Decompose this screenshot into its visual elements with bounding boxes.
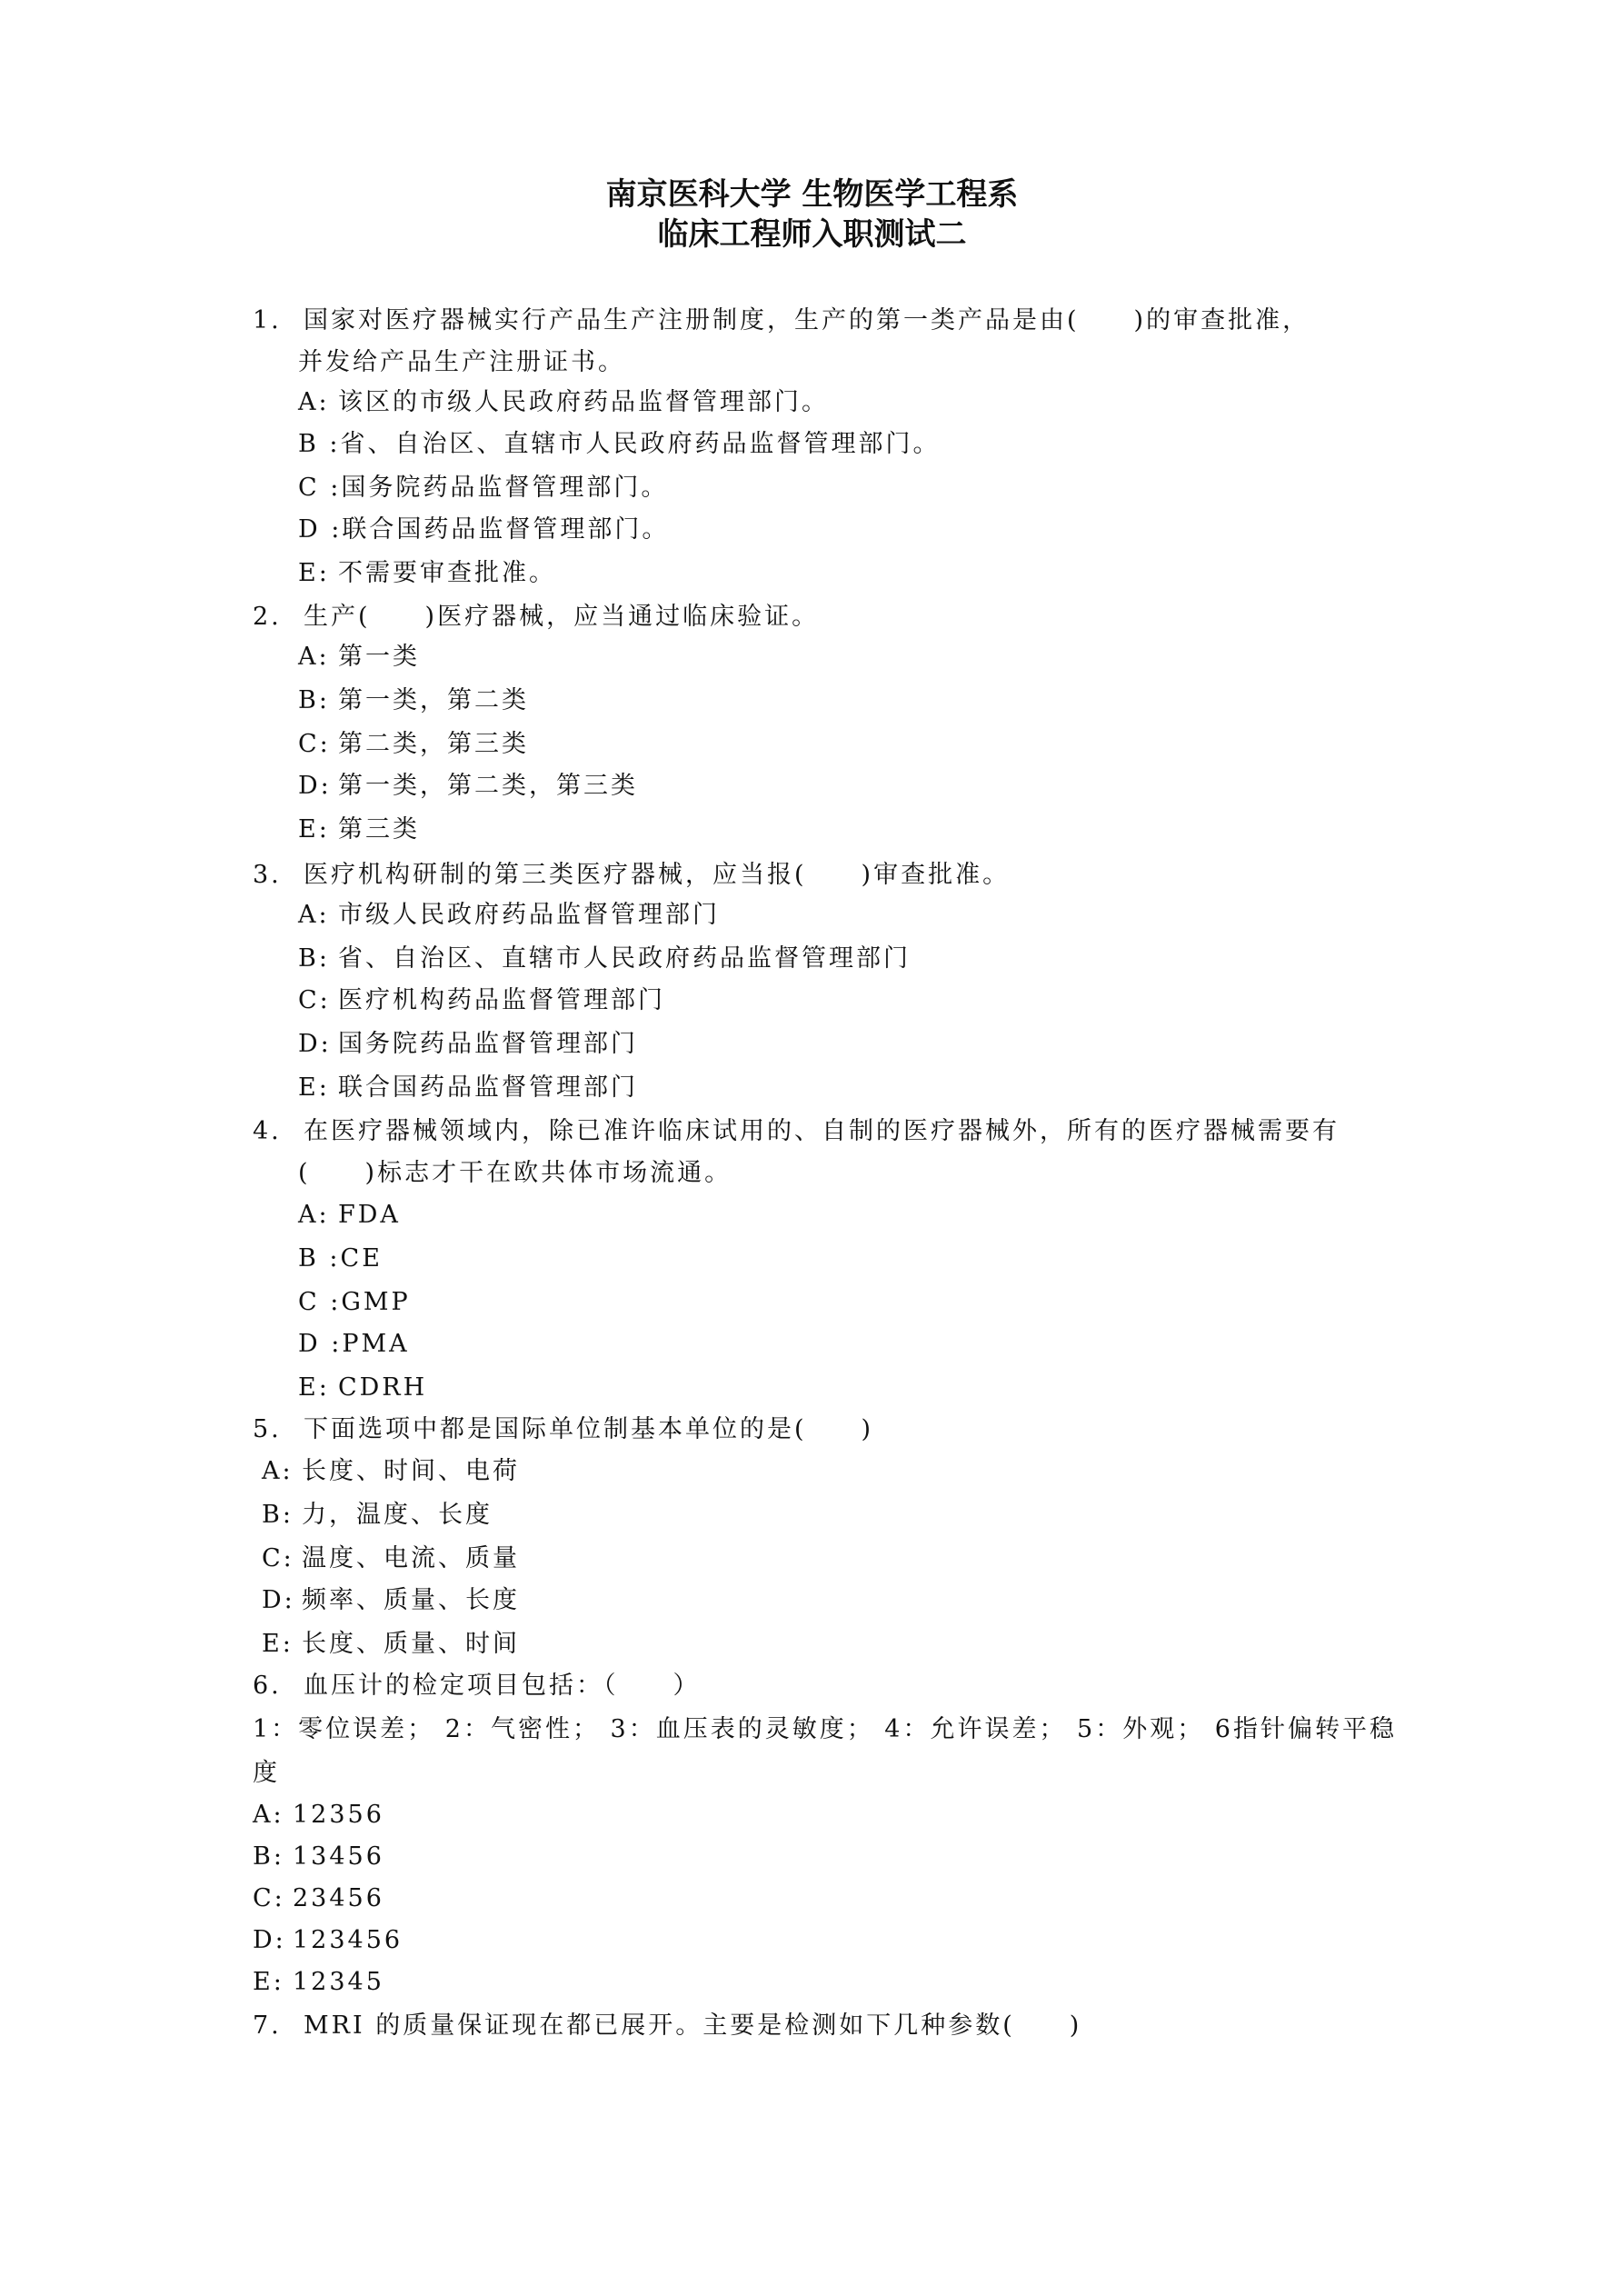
option-a: A: 该区的市级人民政府药品监督管理部门。	[298, 388, 829, 416]
option-d: D: 123456	[253, 1926, 404, 1954]
question-2	[253, 596, 1398, 638]
option-a: A: 市级人民政府药品监督管理部门	[298, 901, 720, 929]
document-title: 南京医科大学 生物医学工程系	[605, 176, 1019, 213]
option-a: A: 长度、时间、电荷	[262, 1457, 520, 1485]
question-number: 5.	[253, 1415, 282, 1443]
option-e: E: 第三类	[298, 815, 420, 844]
question-4	[253, 1111, 1398, 1187]
question-number: 3.	[253, 861, 282, 889]
option-d: D: 第一类，第二类，第三类	[298, 772, 638, 800]
question-5	[253, 1409, 1398, 1451]
question-6-items: 1：零位误差； 2：气密性； 3：血压表的灵敏度； 4：允许误差； 5：外观； 6指针偏转平稳	[253, 1715, 1397, 1743]
option-d: D: 国务院药品监督管理部门	[298, 1030, 638, 1058]
question-text: 生产( )医疗器械，应当通过临床验证。	[304, 603, 820, 631]
option-a: A: 第一类	[298, 643, 420, 671]
option-a: A: FDA	[298, 1201, 401, 1229]
question-1	[253, 300, 1398, 376]
question-6-items-continuation: 度	[253, 1759, 280, 1787]
option-d: D :PMA	[298, 1330, 410, 1358]
question-text-continuation: 并发给产品生产注册证书。	[298, 348, 625, 376]
option-b: B: 13456	[253, 1842, 384, 1871]
question-number: 2.	[253, 603, 282, 631]
question-number: 7.	[253, 2011, 282, 2040]
option-e: E: 12345	[253, 1968, 384, 1996]
question-text: 下面选项中都是国际单位制基本单位的是( )	[304, 1415, 874, 1443]
option-e: E: 长度、质量、时间	[262, 1630, 520, 1658]
question-number: 1.	[253, 306, 282, 334]
question-7	[253, 2005, 1398, 2047]
option-e: E: 不需要审查批准。	[298, 559, 556, 587]
question-text: 血压计的检定项目包括：（ ）	[304, 1672, 701, 1700]
question-6	[253, 1665, 1398, 1707]
question-text: 在医疗器械领域内，除已准许临床试用的、自制的医疗器械外，所有的医疗器械需要有	[304, 1117, 1340, 1145]
question-3	[253, 854, 1398, 896]
option-b: B: 力，温度、长度	[262, 1501, 493, 1529]
question-number: 6.	[253, 1672, 282, 1700]
option-c: C: 第二类，第三类	[298, 730, 529, 758]
option-c: C: 医疗机构药品监督管理部门	[298, 986, 665, 1014]
option-c: C: 温度、电流、质量	[262, 1544, 520, 1572]
option-d: D :联合国药品监督管理部门。	[298, 515, 670, 544]
document-subtitle: 临床工程师入职测试二	[657, 216, 967, 253]
option-c: C :GMP	[298, 1288, 411, 1316]
option-b: B :CE	[298, 1244, 383, 1273]
question-text: 医疗机构研制的第三类医疗器械，应当报( )审查批准。	[304, 861, 1011, 889]
option-b: B :省、自治区、直辖市人民政府药品监督管理部门。	[298, 430, 941, 458]
question-text-continuation: ( )标志才干在欧共体市场流通。	[298, 1159, 732, 1187]
option-a: A: 12356	[253, 1801, 384, 1829]
option-e: E: CDRH	[298, 1373, 428, 1402]
question-number: 4.	[253, 1117, 282, 1145]
question-text: 国家对医疗器械实行产品生产注册制度，生产的第一类产品是由( )的审查批准，	[304, 306, 1310, 334]
option-b: B: 第一类，第二类	[298, 686, 529, 714]
option-e: E: 联合国药品监督管理部门	[298, 1073, 638, 1102]
option-b: B: 省、自治区、直辖市人民政府药品监督管理部门	[298, 944, 911, 973]
option-c: C :国务院药品监督管理部门。	[298, 474, 669, 502]
option-d: D: 频率、质量、长度	[262, 1586, 520, 1614]
question-text: MRI 的质量保证现在都已展开。主要是检测如下几种参数( )	[304, 2011, 1082, 2040]
option-c: C: 23456	[253, 1884, 384, 1912]
